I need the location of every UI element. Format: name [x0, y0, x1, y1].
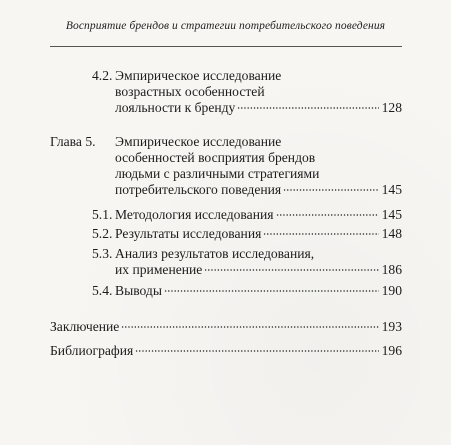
- dot-leader: [276, 214, 379, 216]
- toc-page-number: 196: [381, 343, 402, 358]
- toc-entry-number: 5.2.: [92, 226, 113, 241]
- dot-leader: [164, 290, 379, 292]
- toc-entry-text: особенностей восприятия брендов: [115, 150, 316, 165]
- toc-entry-text: лояльности к бренду: [115, 100, 236, 115]
- toc-page-number: 186: [381, 262, 402, 277]
- toc-entry-number: Глава 5.: [50, 134, 96, 149]
- toc-entry-number: 4.2.: [92, 68, 113, 83]
- toc-page-number: 190: [381, 283, 402, 298]
- header-rule: [50, 46, 402, 47]
- toc-entry-text: потребительского поведения: [115, 182, 282, 197]
- toc-entry-chapter-5: [50, 134, 402, 198]
- dot-leader: [204, 269, 378, 271]
- toc-entry-number: 5.1.: [92, 207, 113, 222]
- dot-leader: [263, 233, 378, 235]
- toc-entry-text: Анализ результатов исследования,: [115, 246, 315, 261]
- toc-page-number: 148: [381, 226, 402, 241]
- toc-entry-text: людьми с различными стратегиями: [115, 166, 320, 181]
- toc-entry-5-4: [92, 283, 402, 299]
- toc-entry-text: Библиография: [50, 343, 134, 358]
- toc-entry-5-3: [92, 246, 402, 278]
- toc-page-number: 193: [381, 319, 402, 334]
- toc-entry-text: их применение: [115, 262, 203, 277]
- toc-entry-text: Заключение: [50, 319, 120, 334]
- dot-leader: [283, 189, 378, 191]
- running-header: Восприятие брендов и стратегии потребительского поведения: [65, 20, 386, 32]
- dot-leader: [135, 350, 378, 352]
- toc-entry-text: возрастных особенностей: [115, 84, 265, 99]
- toc-page-number: 128: [381, 100, 402, 115]
- toc-entry-5-2: [92, 226, 402, 242]
- toc-entry-text: Эмпирическое исследование: [115, 68, 282, 83]
- toc-entry-number: 5.4.: [92, 283, 113, 298]
- toc-entry-conclusion: [50, 319, 402, 335]
- toc-page-number: 145: [381, 182, 402, 197]
- toc-entry-text: Методология исследования: [115, 207, 274, 222]
- toc-entry-number: 5.3.: [92, 246, 113, 261]
- toc-page-number: 145: [381, 207, 402, 222]
- toc-entry-text: Эмпирическое исследование: [115, 134, 282, 149]
- dot-leader: [237, 107, 378, 109]
- toc-entry-text: Результаты исследования: [115, 226, 262, 241]
- toc-entry-5-1: [92, 207, 402, 223]
- toc-entry-text: Выводы: [115, 283, 162, 298]
- toc-entry-bibliography: [50, 343, 402, 359]
- toc-entry-4-2: [92, 68, 402, 116]
- dot-leader: [121, 326, 378, 328]
